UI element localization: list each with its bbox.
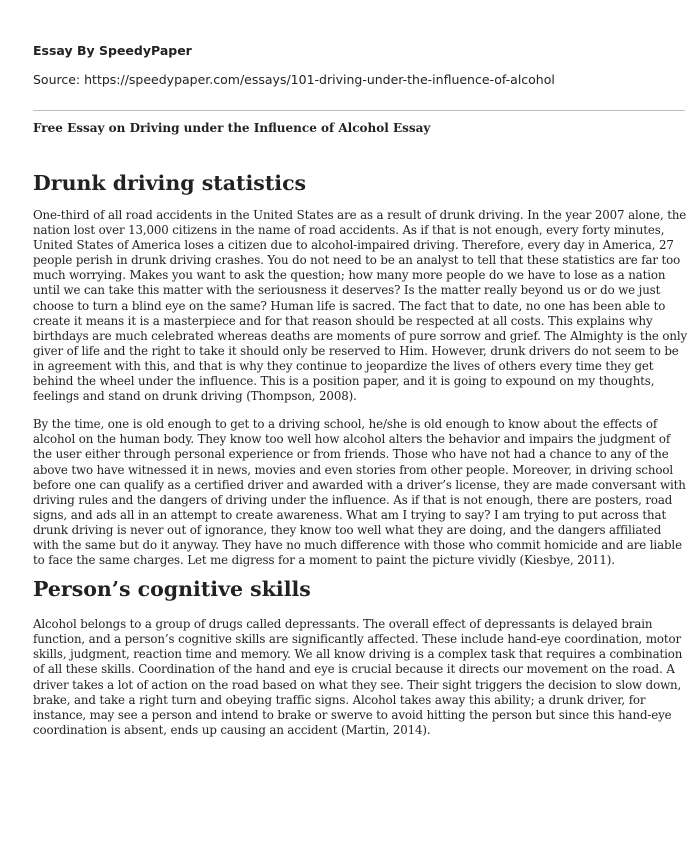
section-heading-statistics: Drunk driving statistics xyxy=(33,171,307,195)
source-line: Source: https://speedypaper.com/essays/101-driving-under-the-influence-of-alcohol xyxy=(33,72,555,87)
paragraph-statistics-1: One-third of all road accidents in the United States are as a result of drunk driving. In the year 2007 alone, the nation lost over 13,000 citizens in the name of road accidents. As if that is not enough, every forty minutes, United States of America loses a citizen due to alcohol-impaired driving. Therefore, every day in America, 27 people perish in drunk driving crashes. You do not need to be an analyst to tell that these statistics are far too much worrying. Makes you want to ask the question; how many more people do we have to lose as a nation until we can take this matter with the seriousness it deserves? Is the matter really beyond us or do we just choose to turn a blind eye on the same? Human life is sacred. The fact that to date, no one has been able to create it means it is a masterpiece and for that reason should be respected at all costs. This explains why birthdays are much celebrated whereas deaths are moments of pure sorrow and grief. The Almighty is the only giver of life and the right to take it should only be reserved to Him. However, drunk drivers do not seem to be in agreement with this, and that is why they continue to jeopardize the lives of others every time they get behind the wheel under the influence. This is a position paper, and it is going to expound on my thoughts, feelings and stand on drunk driving (Thompson, 2008). xyxy=(33,208,688,404)
brand-title: Essay By SpeedyPaper xyxy=(33,43,192,58)
section-heading-cognitive: Person’s cognitive skills xyxy=(33,577,311,602)
essay-body xyxy=(33,170,688,738)
paragraph-statistics-2: By the time, one is old enough to get to a driving school, he/she is old enough to know about the effects of alcohol on the human body. They know too well how alcohol alters the behavior and impairs the judgment of the user either through personal experience or from friends. Those who have not had a chance to any of the above two have witnessed it in news, movies and even stories from other people. Moreover, in driving school before one can qualify as a certified driver and awarded with a driver’s license, they are made conversant with driving rules and the dangers of driving under the influence. As if that is not enough, there are posters, road signs, and ads all in an attempt to create awareness. What am I trying to say? I am trying to put across that drunk driving is never out of ignorance, they know too well what they are doing, and the dangers affiliated with the same but do it anyway. They have no much difference with those who commit homicide and are liable to face the same charges. Let me digress for a moment to paint the picture vividly (Kiesbye, 2011). xyxy=(33,417,686,568)
paragraph-cognitive-1: Alcohol belongs to a group of drugs called depressants. The overall effect of depressants is delayed brain function, and a person’s cognitive skills are significantly affected. These include hand-eye coordination, motor skills, judgment, reaction time and memory. We all know driving is a complex task that requires a combination of all these skills. Coordination of the hand and eye is crucial because it directs our movement on the road. A driver takes a lot of action on the road based on what they see. Their sight triggers the decision to slow down, brake, and take a right turn and obeying traffic signs. Alcohol takes away this ability; a drunk driver, for instance, may see a person and intend to brake or swerve to avoid hitting the person but since this hand-eye coordination is absent, ends up causing an accident (Martin, 2014). xyxy=(33,617,683,737)
essay-label: Free Essay on Driving under the Influence of Alcohol Essay xyxy=(33,121,431,135)
header-divider xyxy=(33,110,685,111)
